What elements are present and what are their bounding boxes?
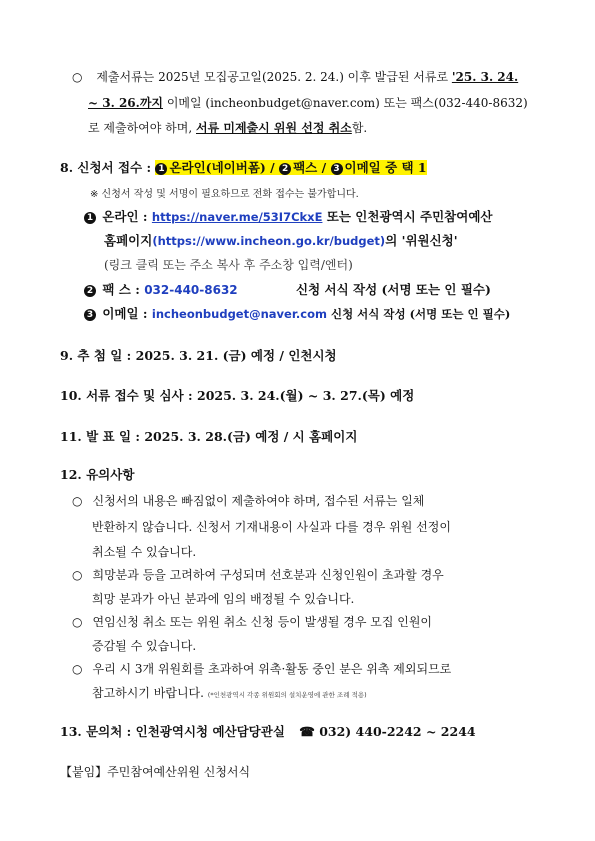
online-label: 온라인 : — [102, 209, 152, 224]
notice-2-line-1 — [72, 566, 444, 583]
number-2-icon: 2 — [84, 285, 96, 297]
phone-icon: ☎ — [299, 724, 315, 739]
notice-1-text: 신청서의 내용은 빠짐없이 제출하여야 하며, 접수된 서류는 일체 — [92, 494, 425, 508]
online-line-1 — [84, 207, 492, 225]
attachment-line: 【붙임】주민참여예산위원 신청서식 — [60, 765, 251, 779]
cancel-warning: 서류 미제출시 위원 선정 취소 — [196, 121, 352, 135]
deadline-start: '25. 3. 24. — [451, 70, 519, 84]
bullet-circle: ○ — [72, 615, 83, 629]
intro-text-3: 로 제출하여야 하며, — [88, 121, 196, 135]
intro-line-2 — [88, 94, 528, 111]
bullet-circle: ○ — [72, 494, 83, 508]
naver-form-link[interactable]: https://naver.me/53I7CkxE — [151, 210, 323, 224]
notice-3-text: 연임신청 취소 또는 위원 취소 신청 등이 발생될 경우 모집 인원이 — [92, 615, 433, 629]
number-3-icon: 3 — [84, 309, 96, 321]
email-rest: 신청 서식 작성 (서명 또는 인 필수) — [326, 307, 511, 321]
section-11: 11. 발 표 일 : 2025. 3. 28.(금) 예정 / 시 홈페이지 — [60, 429, 358, 444]
online-line-2 — [104, 231, 458, 249]
s8-title-text: 8. 신청서 접수 : — [60, 160, 156, 175]
notice-2-line-2: 희망 분과가 아닌 분과에 임의 배정될 수 있습니다. — [92, 592, 355, 606]
online-instructions: (링크 클릭 또는 주소 복사 후 주소창 입력/엔터) — [104, 258, 353, 272]
apply-menu-label: 의 '위원신청' — [385, 233, 458, 248]
section-13 — [60, 722, 476, 740]
budget-homepage-link[interactable]: (https://www.incheon.go.kr/budget) — [152, 234, 386, 248]
bullet-circle: ○ — [72, 568, 83, 582]
bullet-circle: ○ — [72, 70, 83, 84]
number-3-icon: 3 — [331, 163, 343, 175]
number-1-icon: 1 — [155, 163, 167, 175]
intro-line-1 — [72, 68, 518, 85]
opt-fax: 팩스 / — [293, 160, 331, 175]
fax-instructions: 신청 서식 작성 (서명 또는 인 필수) — [296, 282, 491, 297]
notice-4-line-2 — [92, 684, 367, 701]
notice-3-line-1 — [72, 613, 432, 630]
notice-1-line-2: 반환하지 않습니다. 신청서 기재내용이 사실과 다를 경우 위원 선정이 — [92, 520, 451, 534]
homepage-label: 홈페이지 — [104, 233, 153, 248]
online-rest: 또는 인천광역시 주민참여예산 — [322, 209, 493, 224]
notice-4-text-2: 참고하시기 바랍니다. — [92, 686, 204, 700]
fax-label: 팩 스 : — [102, 282, 145, 297]
notice-2-text: 희망분과 등을 고려하여 구성되며 선호분과 신청인원이 초과할 경우 — [92, 568, 444, 582]
notice-4-text: 우리 시 3개 위원회를 초과하여 위촉·활동 중인 분은 위촉 제외되므로 — [92, 662, 452, 676]
number-1-icon: 1 — [84, 212, 96, 224]
intro-contact: 이메일 (incheonbudget@naver.com) 또는 팩스(032-440-8632) — [163, 96, 528, 110]
email-label: 이메일 : — [102, 306, 152, 321]
contact-title: 13. 문의처 : 인천광역시청 예산담당관실 — [60, 724, 285, 739]
submission-options — [155, 160, 426, 175]
fax-number: 032-440-8632 — [144, 283, 238, 297]
intro-line-3 — [88, 119, 367, 136]
phone-not-accepted-note: ※ 신청서 작성 및 서명이 필요하므로 전화 접수는 불가합니다. — [90, 189, 359, 200]
opt-online: 온라인(네이버폼) / — [169, 160, 280, 175]
bullet-circle: ○ — [72, 662, 83, 676]
notice-4-line-1 — [72, 660, 451, 677]
email-address[interactable]: incheonbudget@naver.com — [151, 307, 327, 321]
intro-text: 제출서류는 2025년 모집공고일(2025. 2. 24.) 이후 발급된 서류로 — [96, 70, 452, 84]
section-9: 9. 추 첨 일 : 2025. 3. 21. (금) 예정 / 인천시청 — [60, 348, 337, 363]
section-8-title — [60, 158, 427, 176]
number-2-icon: 2 — [279, 163, 291, 175]
fax-line — [84, 280, 238, 298]
notice-3-line-2: 증감될 수 있습니다. — [92, 639, 197, 653]
intro-end: 함. — [351, 121, 368, 135]
notice-1-line-1 — [72, 492, 424, 509]
deadline-end: ~ 3. 26.까지 — [88, 96, 163, 110]
notice-1-line-3: 취소될 수 있습니다. — [92, 545, 197, 559]
section-12-title: 12. 유의사항 — [60, 467, 135, 482]
email-line — [84, 304, 510, 322]
contact-phone: 032) 440-2242 ~ 2244 — [319, 724, 476, 739]
ordinance-note: (*인천광역시 각종 위원회의 설치운영에 관한 조례 적용) — [207, 691, 367, 699]
opt-email: 이메일 중 택 1 — [344, 160, 427, 175]
section-10: 10. 서류 접수 및 심사 : 2025. 3. 24.(월) ~ 3. 27.(목) 예정 — [60, 388, 415, 403]
